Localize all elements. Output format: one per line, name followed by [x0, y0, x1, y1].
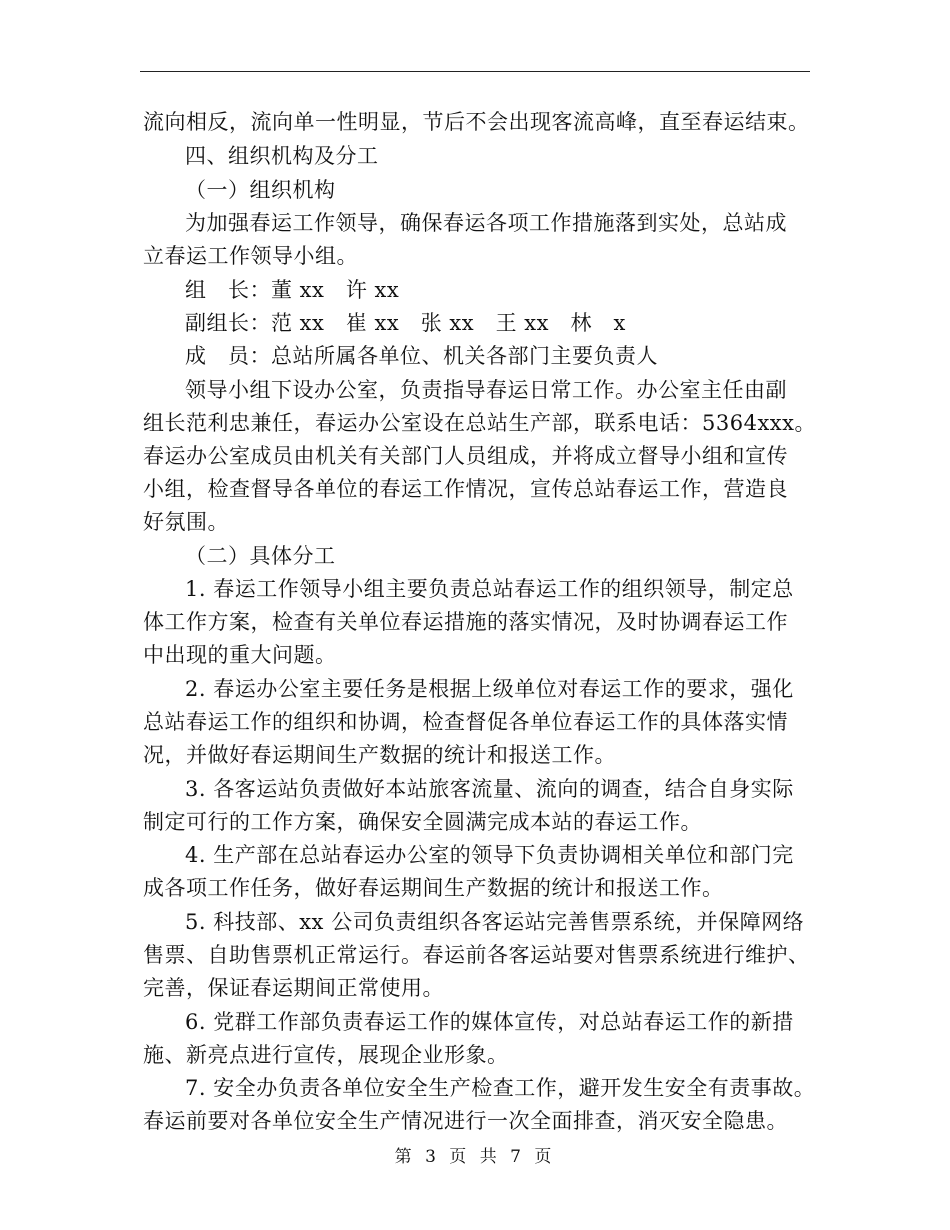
paragraph-line: 春运办公室成员由机关有关部门人员组成，并将成立督导小组和宣传 [143, 444, 788, 468]
paragraph-line: 总站春运工作的组织和协调，检查督促各单位春运工作的具体落实情 [143, 710, 788, 734]
member-line: 组 长：董 xx 许 xx [185, 278, 400, 302]
subsection-heading: （二）具体分工 [185, 544, 336, 568]
paragraph-line: 体工作方案，检查有关单位春运措施的落实情况，及时协调春运工作 [143, 610, 788, 634]
paragraph-line: 2. 春运办公室主要任务是根据上级单位对春运工作的要求，强化 [185, 677, 794, 701]
paragraph-line: 立春运工作领导小组。 [143, 244, 358, 268]
paragraph-line: 流向相反，流向单一性明显，节后不会出现客流高峰，直至春运结束。 [143, 110, 810, 134]
paragraph-line: 3. 各客运站负责做好本站旅客流量、流向的调查，结合自身实际 [185, 777, 794, 801]
paragraph-line: 7. 安全办负责各单位安全生产检查工作，避开发生安全有责事故。 [185, 1076, 816, 1100]
subsection-heading: （一）组织机构 [185, 178, 336, 202]
member-line: 副组长：范 xx 崔 xx 张 xx 王 xx 林 x [185, 311, 626, 335]
paragraph-line: 成各项工作任务，做好春运期间生产数据的统计和报送工作。 [143, 876, 724, 900]
paragraph-line: 完善，保证春运期间正常使用。 [143, 976, 444, 1000]
paragraph-line: 6. 党群工作部负责春运工作的媒体宣传，对总站春运工作的新措 [185, 1010, 794, 1034]
paragraph-line: 制定可行的工作方案，确保安全圆满完成本站的春运工作。 [143, 810, 702, 834]
paragraph-line: 为加强春运工作领导，确保春运各项工作措施落到实处，总站成 [185, 211, 787, 235]
paragraph-line: 领导小组下设办公室，负责指导春运日常工作。办公室主任由副 [185, 378, 787, 402]
paragraph-line: 5. 科技部、xx 公司负责组织各客运站完善售票系统，并保障网络 [185, 910, 805, 934]
paragraph-line: 春运前要对各单位安全生产情况进行一次全面排查，消灭安全隐患。 [143, 1109, 788, 1133]
member-line: 成 员：总站所属各单位、机关各部门主要负责人 [185, 344, 658, 368]
paragraph-line: 好氛围。 [143, 510, 229, 534]
header-rule [140, 71, 810, 72]
paragraph-line: 组长范利忠兼任，春运办公室设在总站生产部，联系电话：5364xxx。 [143, 411, 816, 435]
section-heading: 四、组织机构及分工 [185, 144, 379, 168]
paragraph-line: 售票、自助售票机正常运行。春运前各客运站要对售票系统进行维护、 [143, 943, 810, 967]
paragraph-line: 小组，检查督导各单位的春运工作情况，宣传总站春运工作，营造良 [143, 477, 788, 501]
page-number-footer: 第 3 页 共 7 页 [394, 1147, 556, 1167]
paragraph-line: 施、新亮点进行宣传，展现企业形象。 [143, 1043, 509, 1067]
paragraph-line: 况，并做好春运期间生产数据的统计和报送工作。 [143, 743, 616, 767]
paragraph-line: 1. 春运工作领导小组主要负责总站春运工作的组织领导，制定总 [185, 577, 794, 601]
paragraph-line: 中出现的重大问题。 [143, 643, 337, 667]
paragraph-line: 4. 生产部在总站春运办公室的领导下负责协调相关单位和部门完 [185, 843, 794, 867]
